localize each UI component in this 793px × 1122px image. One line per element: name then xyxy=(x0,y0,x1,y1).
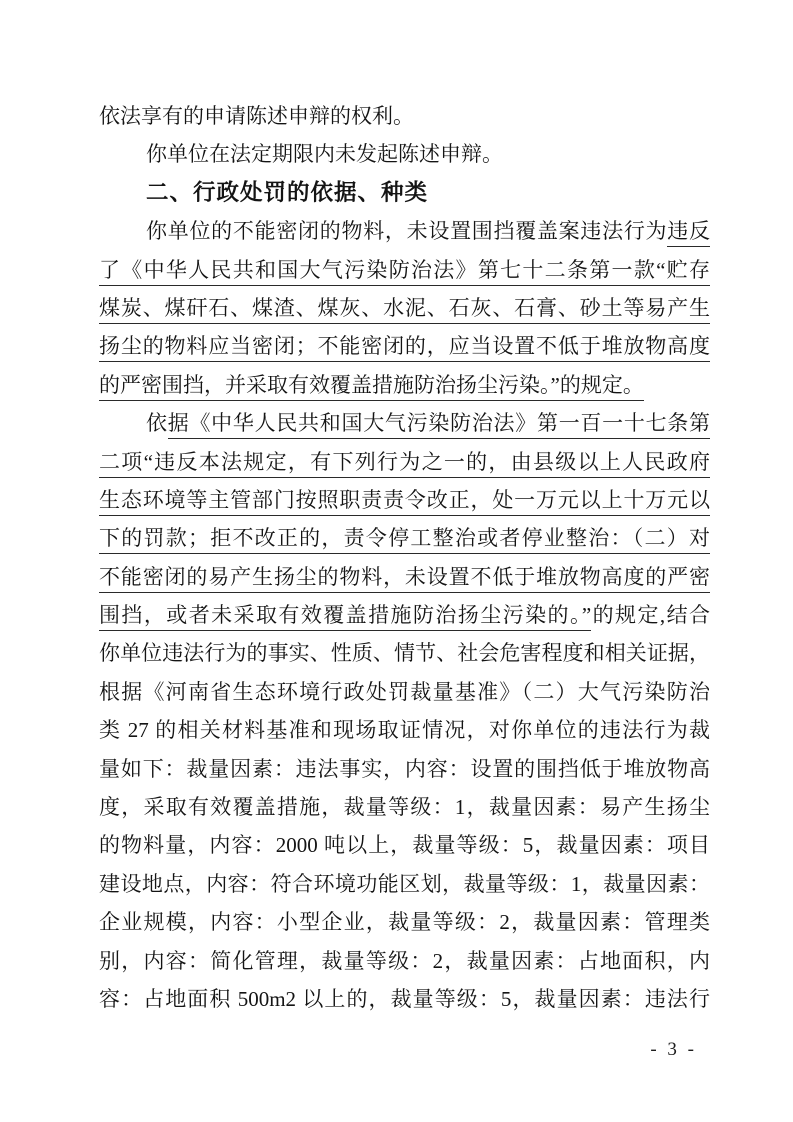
document-line xyxy=(99,404,710,442)
document-line xyxy=(99,596,710,634)
text-segment: 依法享有的申请陈述申辩的权利。 xyxy=(99,104,414,128)
underlined-text: 下的罚款；拒不改正的，责令停工整治或者停业整治：（二）对 xyxy=(99,526,710,554)
section-heading xyxy=(99,174,710,212)
text-segment: 企业规模，内容：小型企业，裁量等级：2，裁量因素：管理类 xyxy=(99,910,710,935)
text-segment: 你单位的不能密闭的物料，未设置围挡覆盖案违法行为 xyxy=(146,219,668,244)
text-segment: 容：占地面积 500m2 以上的，裁量等级：5，裁量因素：违法行 xyxy=(99,986,710,1011)
document-line xyxy=(99,289,710,327)
text-segment: 二、行政处罚的依据、种类 xyxy=(146,179,429,205)
document-line xyxy=(99,519,710,557)
document-line xyxy=(99,443,710,481)
document-line xyxy=(99,327,710,365)
document-line xyxy=(99,903,710,941)
document-content xyxy=(99,97,710,1018)
document-line xyxy=(99,942,710,980)
document-line xyxy=(99,750,710,788)
page-number: - 3 - xyxy=(650,1039,697,1060)
document-line xyxy=(99,366,710,404)
text-segment: 根据《河南省生态环境行政处罚裁量基准》（二）大气污染防治 xyxy=(99,679,710,704)
text-segment: 的规定,结合 xyxy=(591,603,710,628)
document-line xyxy=(99,481,710,519)
underlined-text: 据《中华人民共和国大气污染防治法》第一百一十七条第 xyxy=(168,411,710,439)
document-line xyxy=(99,980,710,1018)
document-line xyxy=(99,97,710,135)
underlined-text: 不能密闭的易产生扬尘的物料，未设置不低于堆放物高度的严密 xyxy=(99,565,710,593)
document-line xyxy=(99,135,710,173)
underlined-text: 了《中华人民共和国大气污染防治法》第七十二条第一款“贮存 xyxy=(99,258,710,286)
document-line xyxy=(99,251,710,289)
text-segment: 的物料量，内容：2000 吨以上，裁量等级：5，裁量因素：项目 xyxy=(99,833,710,858)
document-line xyxy=(99,788,710,826)
text-segment: 依 xyxy=(146,411,168,436)
underlined-text: 围挡，或者未采取有效覆盖措施防治扬尘污染的。” xyxy=(99,603,591,631)
text-segment: 度，采取有效覆盖措施，裁量等级：1，裁量因素：易产生扬尘 xyxy=(99,795,710,820)
underlined-text: 扬尘的物料应当密闭；不能密闭的，应当设置不低于堆放物高度 xyxy=(99,334,710,362)
document-line xyxy=(99,826,710,864)
underlined-text: 的严密围挡，并采取有效覆盖措施防治扬尘污染。”的规定。 xyxy=(99,373,644,401)
document-line xyxy=(99,673,710,711)
underlined-text: 生态环境等主管部门按照职责责令改正，处一万元以上十万元以 xyxy=(99,488,710,516)
document-line xyxy=(99,865,710,903)
text-segment: 类 27 的相关材料基准和现场取证情况，对你单位的违法行为裁 xyxy=(99,718,710,743)
document-line xyxy=(99,212,710,250)
text-segment: 你单位违法行为的事实、性质、情节、社会危害程度和相关证据， xyxy=(99,641,710,666)
text-segment: 你单位在法定期限内未发起陈述申辩。 xyxy=(146,142,503,167)
text-segment: 建设地点，内容：符合环境功能区划，裁量等级：1，裁量因素： xyxy=(99,871,710,896)
underlined-text: 煤炭、煤矸石、煤渣、煤灰、水泥、石灰、石膏、砂土等易产生 xyxy=(99,296,710,324)
document-line xyxy=(99,558,710,596)
text-segment: 别，内容：简化管理，裁量等级：2，裁量因素：占地面积，内 xyxy=(99,948,710,973)
document-line xyxy=(99,634,710,672)
document-line xyxy=(99,711,710,749)
underlined-text: 二项“违反本法规定，有下列行为之一的，由县级以上人民政府 xyxy=(99,450,710,478)
underlined-text: 违反 xyxy=(667,219,710,247)
text-segment: 量如下：裁量因素：违法事实，内容：设置的围挡低于堆放物高 xyxy=(99,756,710,781)
